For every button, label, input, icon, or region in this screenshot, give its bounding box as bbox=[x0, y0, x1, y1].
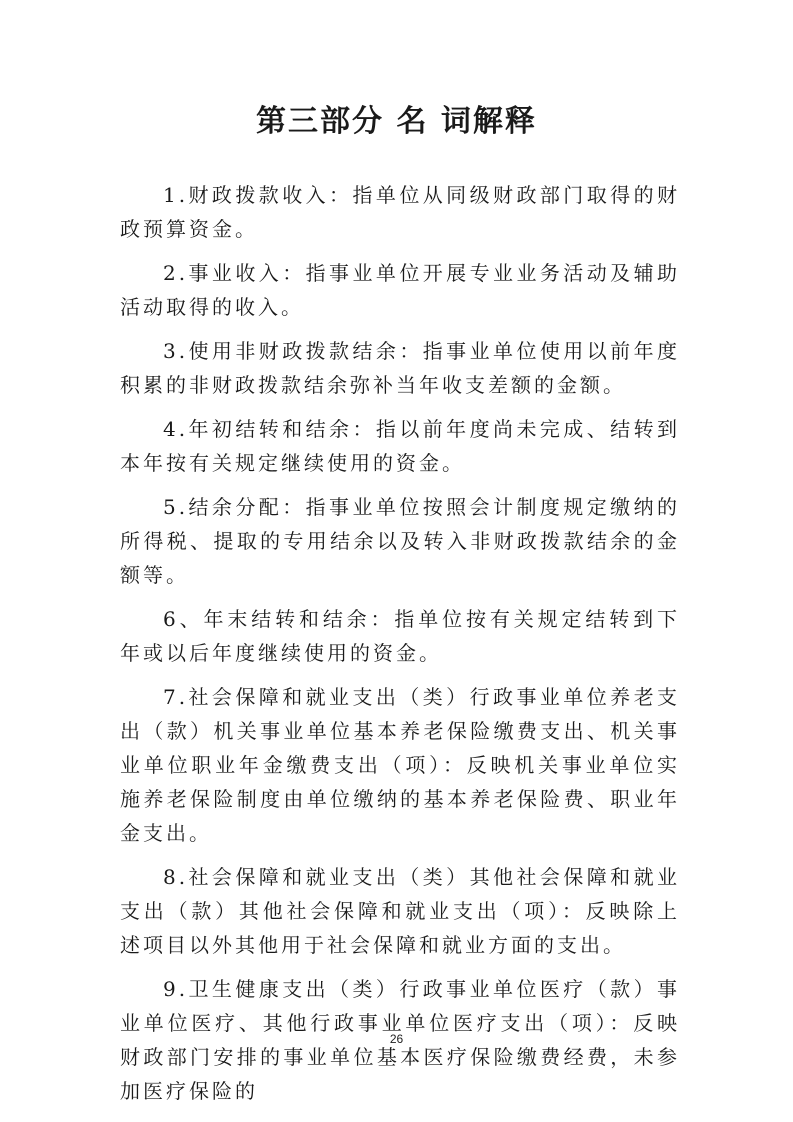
paragraph-6: 6、年末结转和结余：指单位按有关规定结转到下年或以后年度继续使用的资金。 bbox=[120, 607, 680, 665]
paragraph-9: 9.卫生健康支出（类）行政事业单位医疗（款）事业单位医疗、其他行政事业单位医疗支出（项）：反映财政部门安排的事业单位基本医疗保险缴费经费，未参加医疗保险的 bbox=[120, 977, 680, 1103]
paragraph-5: 5.结余分配：指事业单位按照会计制度规定缴纳的所得税、提取的专用结余以及转入非财政拨款结余的金额等。 bbox=[120, 495, 680, 587]
paragraph-3: 3.使用非财政拨款结余：指事业单位使用以前年度积累的非财政拨款结余弥补当年收支差额的金额。 bbox=[120, 339, 680, 397]
paragraph-1: 1.财政拨款收入：指单位从同级财政部门取得的财政预算资金。 bbox=[120, 183, 680, 241]
paragraph-2: 2.事业收入：指事业单位开展专业业务活动及辅助活动取得的收入。 bbox=[120, 261, 680, 319]
document-body bbox=[120, 178, 680, 1118]
paragraph-8: 8.社会保障和就业支出（类）其他社会保障和就业支出（款）其他社会保障和就业支出（项）：反映除上述项目以外其他用于社会保障和就业方面的支出。 bbox=[120, 865, 680, 957]
page-number: 26 bbox=[389, 1032, 404, 1046]
paragraph-7: 7.社会保障和就业支出（类）行政事业单位养老支出（款）机关事业单位基本养老保险缴费支出、机关事业单位职业年金缴费支出（项）：反映机关事业单位实施养老保险制度由单位缴纳的基本养老保险费、职业年金支出。 bbox=[120, 685, 680, 845]
page-title: 第三部分 名 词解释 bbox=[256, 104, 537, 139]
paragraph-4: 4.年初结转和结余：指以前年度尚未完成、结转到本年按有关规定继续使用的资金。 bbox=[120, 417, 680, 475]
